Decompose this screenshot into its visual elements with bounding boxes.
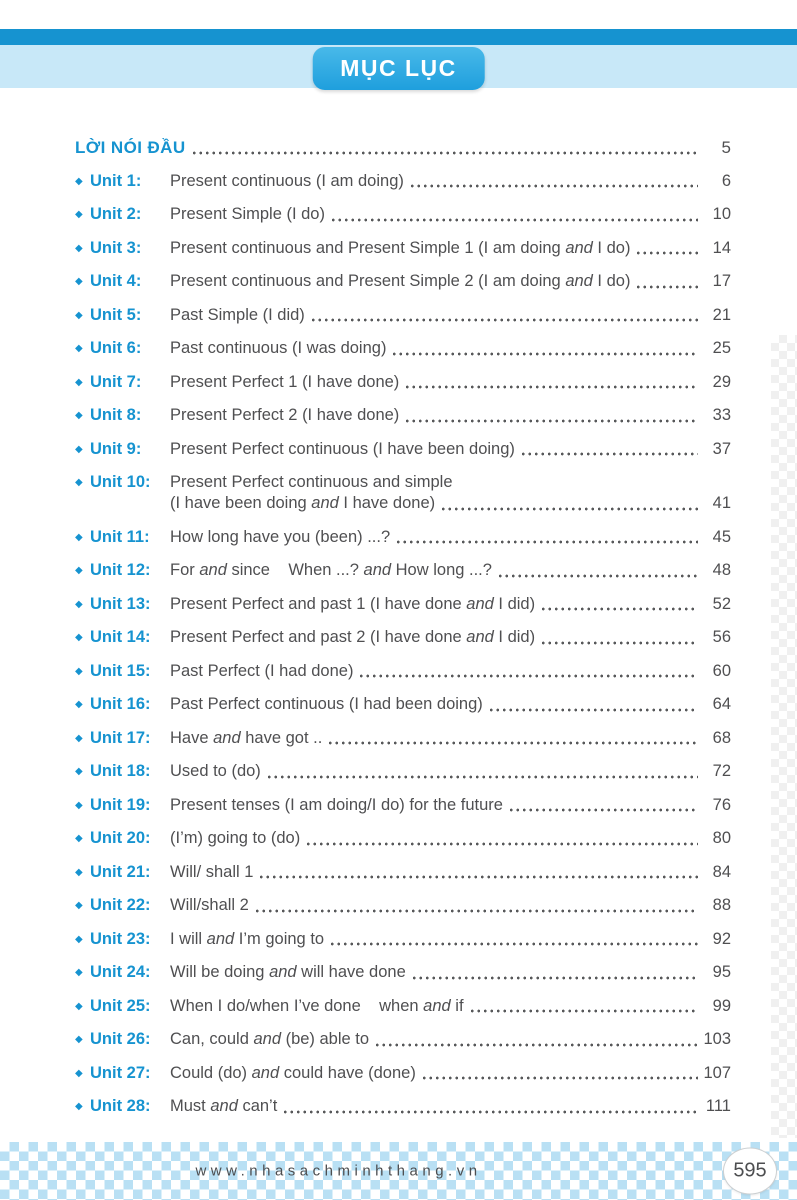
entry-body: [170, 439, 731, 460]
diamond-bullet-icon: ◆: [75, 1034, 83, 1045]
diamond-bullet-icon: ◆: [75, 933, 83, 945]
entry-body: [170, 795, 731, 816]
unit-label: Unit 22:: [90, 896, 151, 914]
entry-body: [170, 527, 731, 548]
entry-page: 95: [712, 963, 731, 981]
dot-leader: [191, 151, 698, 155]
entry-line: [170, 372, 731, 393]
entry-line: [170, 204, 731, 225]
entry-title: Past Perfect continuous (I had been doing): [170, 695, 483, 713]
unit-label: Unit 3:: [90, 238, 142, 257]
entry-title-2: (I have been doing and I have done): [170, 494, 436, 512]
entry-line: [170, 594, 731, 615]
entry-line: [170, 472, 731, 493]
diamond-bullet-icon: ◆: [75, 565, 83, 576]
diamond-bullet-icon: ◆: [75, 866, 83, 878]
entry-title: Present Perfect and past 2 (I have done and I did): [170, 628, 536, 646]
page-number-badge: [723, 1148, 777, 1195]
unit-label: Unit 11:: [90, 527, 150, 546]
toc-row: [75, 828, 731, 849]
page-header: [0, 0, 797, 90]
entry-body: [170, 761, 731, 782]
entry-page: 84: [712, 862, 731, 881]
diamond-bullet-icon: ◆: [75, 900, 83, 911]
entry-title: When I do/when I’ve done when and if: [170, 996, 464, 1015]
unit-label: Unit 17:: [90, 728, 151, 747]
entry-title: For and since When ...? and How long ...?: [170, 561, 492, 579]
entry-page: 17: [712, 272, 731, 290]
dot-leader: [254, 909, 698, 913]
toc-content: [0, 90, 797, 1117]
diamond-bullet-icon: ◆: [75, 443, 83, 455]
dot-leader: [327, 741, 698, 745]
dot-leader: [508, 808, 698, 812]
entry-page: 29: [712, 372, 731, 391]
entry-title: Present continuous and Present Simple 2 (I am doing and I do): [170, 272, 631, 290]
entry-page: 48: [712, 561, 731, 579]
entry-body: [170, 560, 731, 581]
dot-leader: [409, 184, 698, 188]
dot-leader: [635, 285, 698, 289]
toc-row: [75, 862, 731, 883]
entry-title: How long have you (been) ...?: [170, 527, 391, 546]
entry-title: Have and have got ..: [170, 728, 323, 747]
entry-body: [170, 962, 731, 983]
entry-body: [170, 895, 731, 916]
entry-line: [170, 271, 731, 292]
diamond-bullet-icon: ◆: [75, 699, 83, 710]
entry-page: 80: [712, 829, 731, 847]
toc-row: [75, 1096, 731, 1117]
entry-title: Used to (do): [170, 762, 261, 780]
unit-label: Unit 26:: [90, 1030, 151, 1048]
unit-label: Unit 23:: [90, 929, 151, 948]
entry-line: [170, 560, 731, 581]
entry-body: [170, 627, 731, 648]
dot-leader: [540, 607, 698, 611]
entry-page: 52: [712, 594, 731, 613]
dot-leader: [391, 352, 698, 356]
entry-page: 111: [705, 1097, 731, 1115]
entry-page: 68: [712, 728, 731, 747]
dot-leader: [330, 218, 698, 222]
entry-page: 99: [712, 996, 731, 1015]
toc-list: [75, 171, 731, 1118]
toc-row: [75, 594, 731, 615]
entry-line: [170, 761, 731, 782]
toc-row: [75, 761, 731, 782]
entry-page: 76: [712, 795, 731, 814]
toc-row: [75, 795, 731, 816]
entry-page: 37: [712, 439, 731, 458]
diamond-bullet-icon: ◆: [75, 1067, 83, 1079]
entry-line: [170, 795, 731, 816]
entry-body: [170, 238, 731, 259]
toc-row: [75, 472, 731, 514]
website-url: www.nhasachminhthang.vn: [195, 1162, 482, 1180]
diamond-bullet-icon: ◆: [75, 833, 83, 844]
entry-line: [170, 527, 731, 548]
entry-body: [170, 1029, 731, 1050]
diamond-bullet-icon: ◆: [75, 477, 83, 488]
entry-body: [170, 372, 731, 393]
entry-title: Could (do) and could have (done): [170, 1063, 416, 1082]
entry-body: [170, 996, 731, 1017]
entry-line: [170, 238, 731, 259]
dot-leader: [469, 1009, 698, 1013]
diamond-bullet-icon: ◆: [75, 276, 83, 287]
dot-leader: [258, 875, 698, 879]
entry-line: [170, 895, 731, 916]
dot-leader: [404, 419, 698, 423]
entry-line: [170, 962, 731, 983]
dot-leader: [411, 976, 698, 980]
diamond-bullet-icon: ◆: [75, 766, 83, 777]
entry-body: [170, 728, 731, 749]
toc-row: [75, 560, 731, 581]
toc-row: [75, 271, 731, 292]
entry-page: 103: [703, 1030, 731, 1048]
unit-label: Unit 5:: [90, 305, 142, 324]
entry-body: [170, 271, 731, 292]
entry-body: [170, 204, 731, 225]
entry-title: Present Perfect continuous and simple: [170, 473, 453, 491]
entry-line: [170, 305, 731, 326]
toc-row: [75, 627, 731, 648]
entry-page: 33: [712, 406, 731, 424]
diamond-bullet-icon: ◆: [75, 343, 83, 354]
entry-page: 6: [721, 171, 731, 190]
entry-body: [170, 405, 731, 426]
entry-page: 41: [712, 494, 731, 512]
toc-row: [75, 305, 731, 326]
unit-label: Unit 2:: [90, 205, 142, 223]
entry-page: 14: [712, 238, 731, 257]
dot-leader: [282, 1110, 698, 1114]
dot-leader: [305, 842, 698, 846]
unit-label: Unit 6:: [90, 339, 142, 357]
entry-line: [170, 1096, 731, 1117]
diamond-bullet-icon: ◆: [75, 732, 83, 744]
entry-title: Past Perfect (I had done): [170, 661, 354, 680]
entry-page: 92: [712, 929, 731, 948]
entry-body: [170, 862, 731, 883]
entry-body: [170, 929, 731, 950]
dot-leader: [329, 942, 698, 946]
toc-row: [75, 694, 731, 715]
diamond-bullet-icon: ◆: [75, 598, 83, 610]
entry-title: Past Simple (I did): [170, 305, 305, 324]
entry-line: [170, 996, 731, 1017]
toc-row: [75, 996, 731, 1017]
toc-row: [75, 929, 731, 950]
toc-row: [75, 439, 731, 460]
entry-line: [170, 1063, 731, 1084]
diamond-bullet-icon: ◆: [75, 242, 83, 254]
diamond-bullet-icon: ◆: [75, 665, 83, 677]
entry-line: [170, 694, 731, 715]
unit-label: Unit 13:: [90, 594, 151, 613]
page-number: 595: [733, 1159, 767, 1182]
entry-page: 21: [712, 305, 731, 324]
unit-label: Unit 25:: [90, 996, 151, 1015]
dot-leader: [404, 385, 698, 389]
entry-line: [170, 862, 731, 883]
entry-line: [170, 661, 731, 682]
dot-leader: [421, 1076, 698, 1080]
toc-row: [75, 527, 731, 548]
dot-leader: [520, 452, 698, 456]
entry-title: Can, could and (be) able to: [170, 1030, 370, 1048]
toc-row: [75, 372, 731, 393]
toc-row: [75, 171, 731, 192]
entry-body: [170, 472, 731, 514]
unit-label: Unit 1:: [90, 171, 142, 190]
toc-row: [75, 728, 731, 749]
dot-leader: [310, 318, 698, 322]
diamond-bullet-icon: ◆: [75, 967, 83, 978]
entry-title: Present Simple (I do): [170, 205, 325, 223]
entry-line: [170, 439, 731, 460]
entry-page: 56: [712, 628, 731, 646]
entry-line: [170, 338, 731, 359]
unit-label: Unit 7:: [90, 372, 142, 391]
unit-label: Unit 18:: [90, 762, 151, 780]
diamond-bullet-icon: ◆: [75, 175, 83, 187]
unit-label: Unit 19:: [90, 795, 151, 814]
entry-title: (I’m) going to (do): [170, 829, 301, 847]
toc-row: [75, 1063, 731, 1084]
entry-title: Present Perfect 1 (I have done): [170, 372, 400, 391]
entry-page: 45: [712, 527, 731, 546]
entry-page: 107: [703, 1063, 731, 1082]
preface-label: LỜI NÓI ĐẦU: [75, 138, 186, 157]
unit-label: Unit 20:: [90, 829, 151, 847]
diamond-bullet-icon: ◆: [75, 531, 83, 543]
entry-line-2: [170, 493, 731, 514]
unit-label: Unit 4:: [90, 272, 142, 290]
unit-label: Unit 24:: [90, 963, 151, 981]
entry-page: 72: [712, 762, 731, 780]
entry-body: [170, 594, 731, 615]
toc-row: [75, 962, 731, 983]
dot-leader: [395, 540, 698, 544]
diamond-bullet-icon: ◆: [75, 1101, 83, 1112]
entry-line: [170, 171, 731, 192]
preface-page: 5: [721, 138, 731, 157]
unit-label: Unit 9:: [90, 439, 142, 458]
entry-line: [170, 405, 731, 426]
entry-title: Present Perfect and past 1 (I have done and I did): [170, 594, 536, 613]
entry-page: 25: [712, 339, 731, 357]
toc-row: [75, 895, 731, 916]
entry-page: 60: [712, 661, 731, 680]
entry-body: [170, 694, 731, 715]
entry-title: Present Perfect 2 (I have done): [170, 406, 400, 424]
unit-label: Unit 14:: [90, 628, 151, 646]
entry-title: Will/shall 2: [170, 896, 249, 914]
entry-title: I will and I’m going to: [170, 929, 325, 948]
toc-row: [75, 1029, 731, 1050]
entry-title: Present continuous and Present Simple 1 (I am doing and I do): [170, 238, 631, 257]
dot-leader: [374, 1043, 698, 1047]
entry-title: Must and can’t: [170, 1097, 278, 1115]
diamond-bullet-icon: ◆: [75, 209, 83, 220]
diamond-bullet-icon: ◆: [75, 376, 83, 388]
dot-leader: [440, 507, 698, 511]
diamond-bullet-icon: ◆: [75, 1000, 83, 1012]
dot-leader: [497, 574, 698, 578]
entry-body: [170, 661, 731, 682]
dot-leader: [266, 775, 698, 779]
entry-body: [170, 338, 731, 359]
unit-label: Unit 8:: [90, 406, 142, 424]
diamond-bullet-icon: ◆: [75, 410, 83, 421]
entry-title: Present tenses (I am doing/I do) for the future: [170, 795, 503, 814]
unit-label: Unit 28:: [90, 1097, 151, 1115]
diamond-bullet-icon: ◆: [75, 309, 83, 321]
entry-title: Will be doing and will have done: [170, 963, 406, 981]
entry-line: [170, 627, 731, 648]
entry-line: [170, 929, 731, 950]
toc-row: [75, 204, 731, 225]
entry-line: [170, 728, 731, 749]
entry-page: 64: [712, 695, 731, 713]
entry-page: 88: [712, 896, 731, 914]
unit-label: Unit 16:: [90, 695, 151, 713]
page-title: MỤC LỤC: [312, 47, 485, 90]
page-footer: [0, 1142, 797, 1200]
unit-label: Unit 15:: [90, 661, 151, 680]
unit-label: Unit 12:: [90, 561, 151, 579]
preface-row: [75, 137, 731, 158]
toc-row: [75, 238, 731, 259]
entry-line: [170, 1029, 731, 1050]
entry-page: 10: [712, 205, 731, 223]
entry-body: [170, 1096, 731, 1117]
entry-body: [170, 828, 731, 849]
entry-title: Past continuous (I was doing): [170, 339, 387, 357]
dot-leader: [358, 674, 698, 678]
entry-line: [170, 828, 731, 849]
dot-leader: [540, 641, 698, 645]
entry-title: Present Perfect continuous (I have been doing): [170, 439, 515, 458]
entry-body: [170, 171, 731, 192]
toc-row: [75, 661, 731, 682]
unit-label: Unit 21:: [90, 862, 151, 881]
unit-label: Unit 10:: [90, 473, 151, 491]
toc-row: [75, 405, 731, 426]
entry-body: [170, 1063, 731, 1084]
toc-row: [75, 338, 731, 359]
diamond-bullet-icon: ◆: [75, 632, 83, 643]
entry-title: Present continuous (I am doing): [170, 171, 404, 190]
unit-label: Unit 27:: [90, 1063, 151, 1082]
dot-leader: [488, 708, 698, 712]
entry-body: [170, 305, 731, 326]
dot-leader: [635, 251, 698, 255]
header-blue-bar: [0, 29, 797, 45]
diamond-bullet-icon: ◆: [75, 799, 83, 811]
entry-title: Will/ shall 1: [170, 862, 254, 881]
